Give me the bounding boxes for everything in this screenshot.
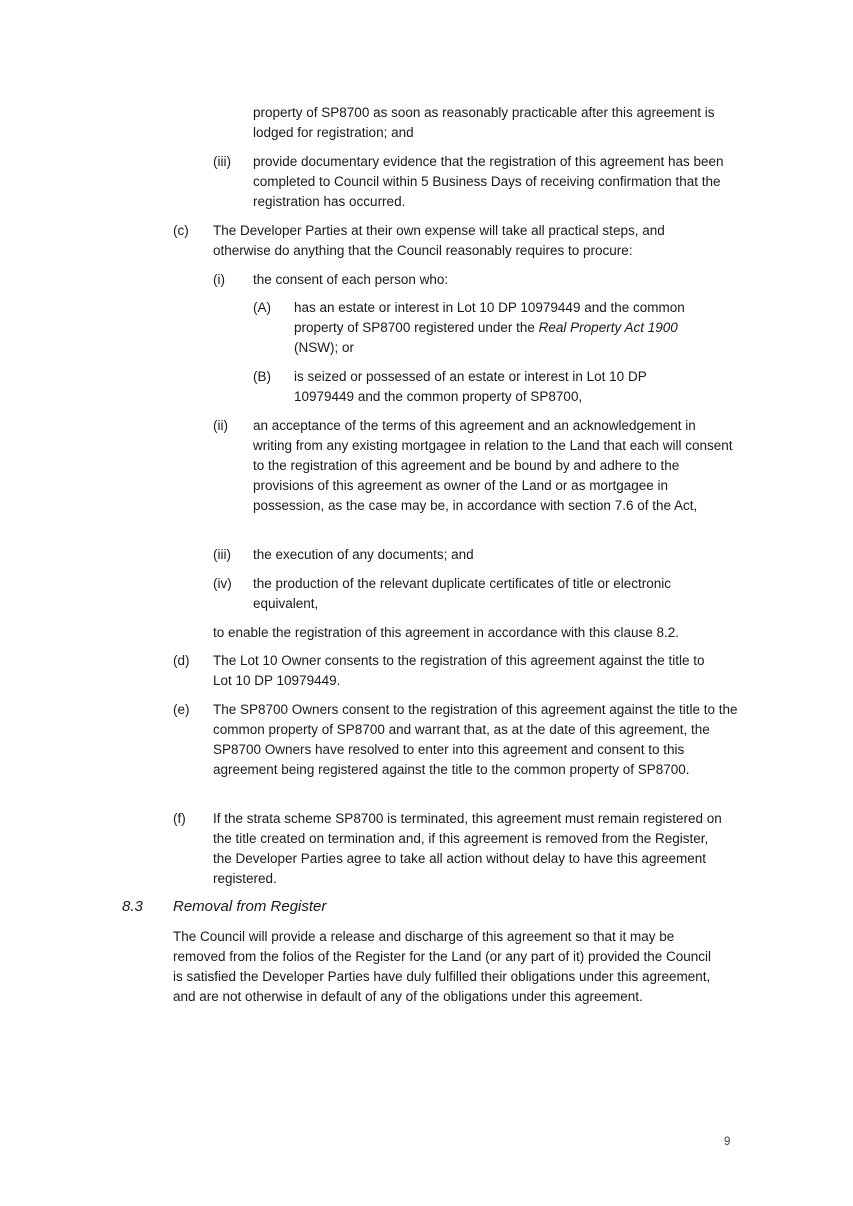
clause-d-label: (d) [173,653,190,668]
clause-f-label: (f) [173,811,186,826]
clause-b-iii-text: provide documentary evidence that the registration of this agreement has been completed to Council within 5 Business Days of receiving confirmation that the registration has occurred. [253,154,724,209]
clause-c-iii-text: the execution of any documents; and [253,547,474,562]
section-8-3-text: The Council will provide a release and discharge of this agreement so that it may be removed from the folios of the Register for the Land (or any part of it) provided the Council is satisfied the Developer Parties have duly fulfilled their obligations under this agreement, and are not otherwise in default of any of the obligations under this agreement. [173,929,712,1004]
clause-c-i-A-text [294,298,719,358]
clause-c-iv-text: the production of the relevant duplicate certificates of title or electronic equivalent, [253,576,671,611]
clause-c-i-A-text-before: has an estate or interest in Lot 10 DP 10979449 and the common property of SP8700 registered under the [294,300,685,335]
clause-c-i-label: (i) [213,272,225,287]
clause-e-label: (e) [173,702,190,717]
clause-c-ii-text: an acceptance of the terms of this agreement and an acknowledgement in writing from any existing mortgagee in relation to the Land that each will consent to the registration of this agreement and be bound by and adhere to the provisions of this agreement as owner of the Land or as mortgagee in possession, as the case may be, in accordance with section 7.6 of the Act, [253,418,733,513]
clause-c-i-A-label: (A) [253,300,271,315]
clause-c-ii-label: (ii) [213,418,228,433]
clause-c-label: (c) [173,223,189,238]
section-8-3-title: Removal from Register [173,898,327,915]
clause-c-text: The Developer Parties at their own expense will take all practical steps, and otherwise do anything that the Council reasonably requires to procure: [213,223,665,258]
clause-b-ii-continuation: property of SP8700 as soon as reasonably practicable after this agreement is lodged for registration; and [253,105,715,140]
clause-c-iv-label: (iv) [213,576,232,591]
clause-e-text: The SP8700 Owners consent to the registration of this agreement against the title to the common property of SP8700 and warrant that, as at the date of this agreement, the SP8700 Owners have resolved to enter into this agreement and consent to this agreement being registered against the title to the common property of SP8700. [213,702,738,777]
clause-b-iii-label: (iii) [213,154,231,169]
clause-c-iii-label: (iii) [213,547,231,562]
clause-c-i-A-text-after: (NSW); or [294,340,354,355]
clause-f-text: If the strata scheme SP8700 is terminated, this agreement must remain registered on the title created on termination and, if this agreement is removed from the Register, the Developer Parties agree to take all action without delay to have this agreement registered. [213,811,722,886]
clause-c-i-B-label: (B) [253,369,271,384]
clause-c-i-text: the consent of each person who: [253,272,449,287]
section-8-3-number: 8.3 [122,898,143,915]
clause-d-text: The Lot 10 Owner consents to the registration of this agreement against the title to Lot 10 DP 10979449. [213,653,705,688]
clause-c-i-B-text: is seized or possessed of an estate or interest in Lot 10 DP 10979449 and the common property of SP8700, [294,369,647,404]
clause-c-i-A-act-name: Real Property Act 1900 [538,320,678,335]
clause-c-tail: to enable the registration of this agreement in accordance with this clause 8.2. [213,625,680,640]
page-number: 9 [724,1136,731,1148]
